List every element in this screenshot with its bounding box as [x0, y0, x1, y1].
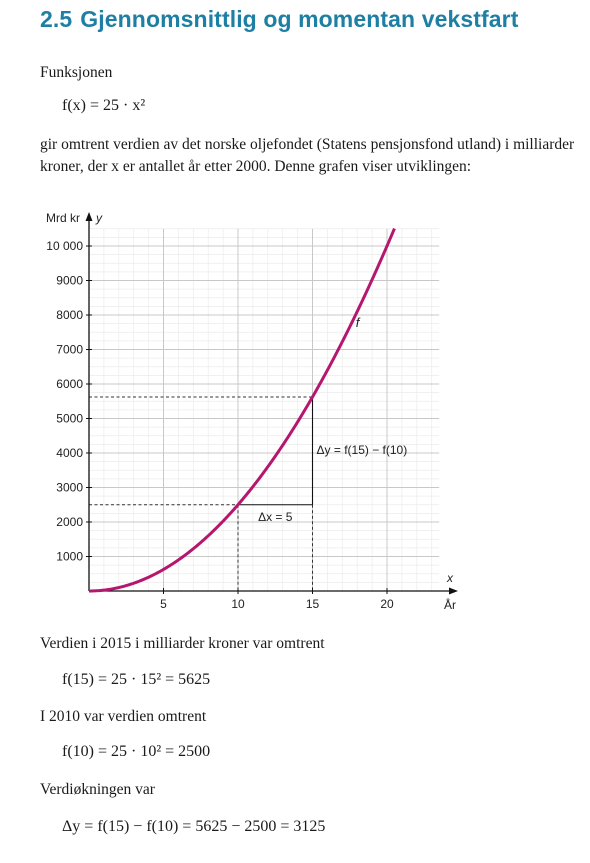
- function-definition: f(x) = 25 · x²: [62, 97, 146, 114]
- x-axis-unit-label: År: [444, 598, 456, 612]
- y-axis-unit-label: Mrd kr: [46, 211, 80, 225]
- section-number: 2.5: [40, 6, 73, 32]
- x-axis-variable-label: x: [447, 571, 453, 585]
- increase-intro: Verdiøkningen var: [40, 781, 155, 798]
- value-2010-intro: I 2010 var verdien omtrent: [40, 708, 207, 725]
- formula-delta: Δy = f(15) − f(10) = 5625 − 2500 = 3125: [62, 818, 326, 835]
- y-tick-label: 1000: [56, 549, 83, 564]
- y-tick-label: 7000: [56, 342, 83, 357]
- y-tick-label: 9000: [56, 273, 83, 288]
- value-2015-intro: Verdien i 2015 i milliarder kroner var omtrent: [40, 635, 325, 652]
- y-tick-label: 10 000: [46, 239, 83, 253]
- y-tick-label: 6000: [56, 377, 83, 391]
- y-tick-label: 5000: [56, 411, 83, 426]
- y-axis-variable-label: y: [96, 211, 102, 225]
- y-tick-label: 4000: [56, 446, 83, 460]
- intro-text: Funksjonen: [40, 64, 113, 81]
- y-axis-arrow: [86, 212, 93, 221]
- formula-2015: f(15) = 25 · 15² = 5625: [62, 671, 211, 688]
- formula-2010: f(10) = 25 · 10² = 2500: [62, 743, 211, 760]
- y-tick-label: 3000: [56, 480, 83, 495]
- x-tick-label: 20: [380, 597, 394, 611]
- series-label: f: [355, 315, 360, 331]
- delta-y-label: Δy = f(15) − f(10): [316, 442, 408, 457]
- x-axis-arrow: [449, 588, 458, 595]
- description-paragraph: gir omtrent verdien av det norske oljefondet (Statens pensjonsfond utland) i milliarder kroner, der x er antallet år etter 2000. Denne grafen viser utviklingen:: [40, 136, 575, 175]
- delta-x-label: Δx = 5: [258, 509, 293, 524]
- section-heading-text: Gjennomsnittlig og momentan vekstfart: [80, 6, 519, 32]
- x-tick-label: 5: [160, 597, 167, 611]
- y-tick-label: 8000: [56, 308, 83, 322]
- x-tick-label: 10: [231, 597, 245, 611]
- x-tick-label: 15: [305, 597, 320, 611]
- y-tick-label: 2000: [56, 515, 83, 529]
